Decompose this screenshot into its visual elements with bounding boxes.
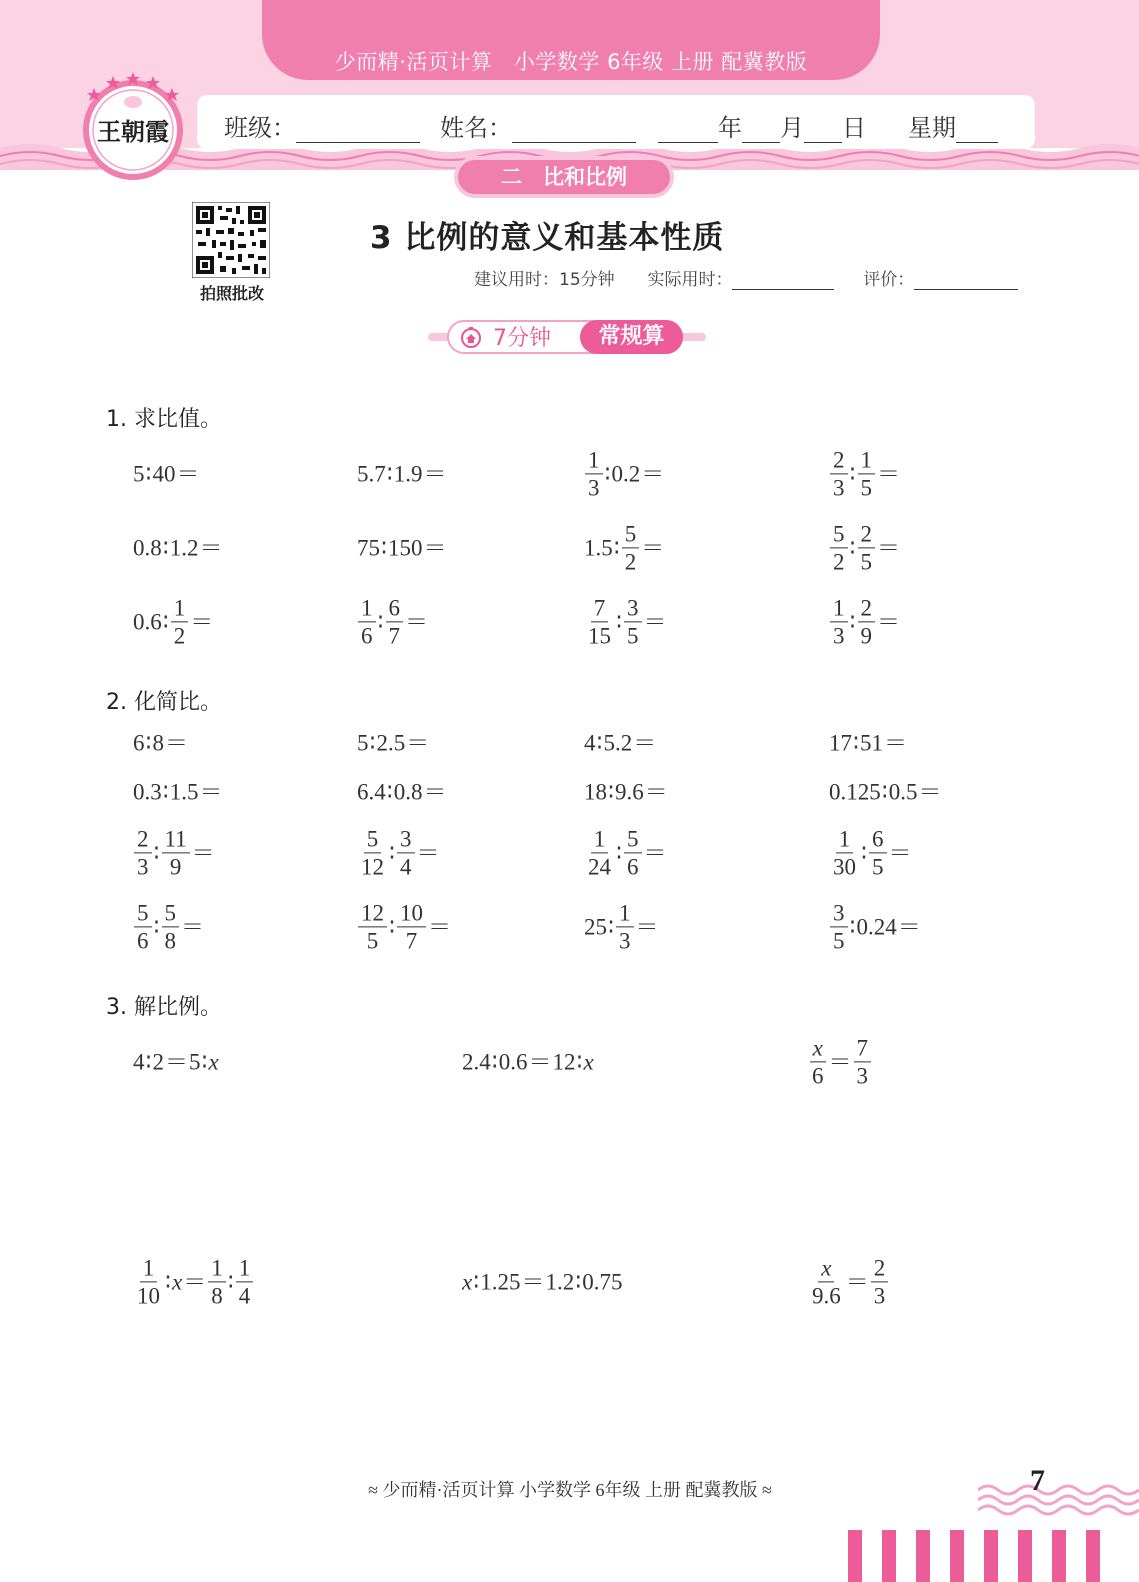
name-field[interactable] [440, 108, 636, 143]
problem-expression: 5 ∶ 2.5 ＝ [357, 730, 430, 756]
section-title: 3. 解比例。 [106, 995, 222, 1020]
page-number: 7 [1030, 1464, 1045, 1497]
problem-expression: 2.4 ∶ 0.6 ＝ 12 ∶ x [462, 1049, 594, 1075]
problem-expression: 25 ∶ $\frac{1}{3}$ ＝ [584, 900, 659, 954]
problem-expression: $\frac{x}{6}$ ＝ $\frac{7}{3}$ [808, 1034, 872, 1089]
timer-icon [460, 326, 482, 348]
problem-expression: 5 ∶ 40 ＝ [133, 461, 200, 487]
weekday-label: 星期 [908, 114, 956, 142]
qr-label: 拍照批改 [199, 284, 264, 303]
month-label: 月 [780, 114, 804, 142]
time-row [474, 265, 1018, 290]
qr-code-icon[interactable] [192, 202, 270, 278]
problem-expression: $\frac{1}{6}$ ∶ $\frac{6}{7}$ ＝ [357, 594, 429, 649]
problem-expression: $\frac{7}{15}$ ∶ $\frac{3}{5}$ ＝ [588, 595, 667, 649]
problem-expression: 75 ∶ 150 ＝ [357, 535, 447, 561]
class-field[interactable] [224, 108, 420, 143]
timer-badge: 常规算 [580, 320, 683, 354]
section-title: 1. 求比值。 [106, 407, 222, 432]
name-label: 姓名： [440, 114, 512, 142]
problem-expression: 0.6 ∶ $\frac{1}{2}$ ＝ [133, 595, 214, 649]
problem-expression: 0.125 ∶ 0.5 ＝ [829, 779, 942, 805]
date-field[interactable] [658, 108, 866, 143]
timer-text: 7分钟 [493, 326, 551, 351]
problem-expression: 17 ∶ 51 ＝ [829, 730, 907, 756]
name-blank[interactable] [512, 116, 636, 143]
problem-expression: 0.3 ∶ 1.5 ＝ [133, 779, 223, 805]
problem-expression: 18 ∶ 9.6 ＝ [584, 779, 668, 805]
problem-expression: $\frac{1}{24}$ ∶ $\frac{5}{6}$ ＝ [588, 826, 667, 880]
problem-expression: $\frac{1}{3}$ ∶ 0.2 ＝ [584, 446, 665, 501]
month-blank[interactable] [742, 116, 780, 143]
weekday-blank[interactable] [956, 116, 998, 143]
svg-text:王朝霞: 王朝霞 [97, 117, 169, 146]
actual-time-label: 实际用时： [647, 270, 733, 290]
class-blank[interactable] [296, 116, 420, 143]
problem-expression: 4 ∶ 5.2 ＝ [584, 730, 657, 756]
problem-expression: x ∶ 1.25 ＝ 1.2 ∶ 0.75 [462, 1269, 623, 1295]
problem-expression: 6.4 ∶ 0.8 ＝ [357, 779, 447, 805]
rating-label: 评价： [863, 270, 915, 290]
problem-expression: $\frac{2}{3}$ ∶ $\frac{1}{5}$ ＝ [829, 446, 901, 501]
day-label: 日 [842, 114, 866, 142]
day-blank[interactable] [804, 116, 842, 143]
suggested-time: 建议用时：15分钟 [474, 270, 615, 290]
footer-series-text: ≈ 少而精·活页计算 小学数学 6年级 上册 配冀教版 ≈ [368, 1480, 772, 1500]
actual-time-blank[interactable] [732, 269, 834, 290]
lesson-title: 3 比例的意义和基本性质 [370, 220, 725, 256]
class-label: 班级： [224, 114, 296, 142]
problem-expression: 0.8 ∶ 1.2 ＝ [133, 535, 223, 561]
problem-expression: $\frac{5}{2}$ ∶ $\frac{2}{5}$ ＝ [829, 520, 901, 575]
year-blank[interactable] [658, 116, 718, 143]
problem-expression: $\frac{3}{5}$ ∶ 0.24 ＝ [829, 899, 922, 954]
problem-expression: 4 ∶ 2 ＝ 5 ∶ x [133, 1049, 219, 1075]
problem-expression: 1.5 ∶ $\frac{5}{2}$ ＝ [584, 521, 665, 575]
section-title: 2. 化简比。 [106, 690, 222, 715]
problem-expression: $\frac{1}{30}$ ∶ $\frac{6}{5}$ ＝ [833, 826, 912, 880]
problem-expression: $\frac{5}{12}$ ∶ $\frac{3}{4}$ ＝ [361, 826, 440, 880]
problem-expression: $\frac{2}{3}$ ∶ $\frac{11}{9}$ ＝ [133, 825, 216, 880]
footer-waves [978, 1478, 1139, 1518]
weekday-field[interactable] [908, 108, 998, 143]
series-title: 少而精·活页计算 小学数学 6年级 上册 配冀教版 [334, 50, 808, 74]
problem-expression: $\frac{12}{5}$ ∶ $\frac{10}{7}$ ＝ [357, 899, 452, 954]
year-label: 年 [718, 114, 742, 142]
problem-expression: 5.7 ∶ 1.9 ＝ [357, 461, 447, 487]
rating-blank[interactable] [914, 269, 1018, 290]
problem-expression: $\frac{5}{6}$ ∶ $\frac{5}{8}$ ＝ [133, 899, 205, 954]
footer-bars [846, 1530, 1106, 1582]
brand-logo [78, 66, 188, 184]
problem-expression: $\frac{1}{3}$ ∶ $\frac{2}{9}$ ＝ [829, 594, 901, 649]
problem-expression: $\frac{1}{10}$ ∶ x ＝ $\frac{1}{8}$ ∶ $\frac{1}{4}$ [133, 1254, 254, 1309]
problem-expression: 6 ∶ 8 ＝ [133, 730, 188, 756]
problem-expression: $\frac{x}{9.6}$ ＝ $\frac{2}{3}$ [808, 1254, 889, 1309]
unit-tag: 二 比和比例 [458, 160, 670, 194]
